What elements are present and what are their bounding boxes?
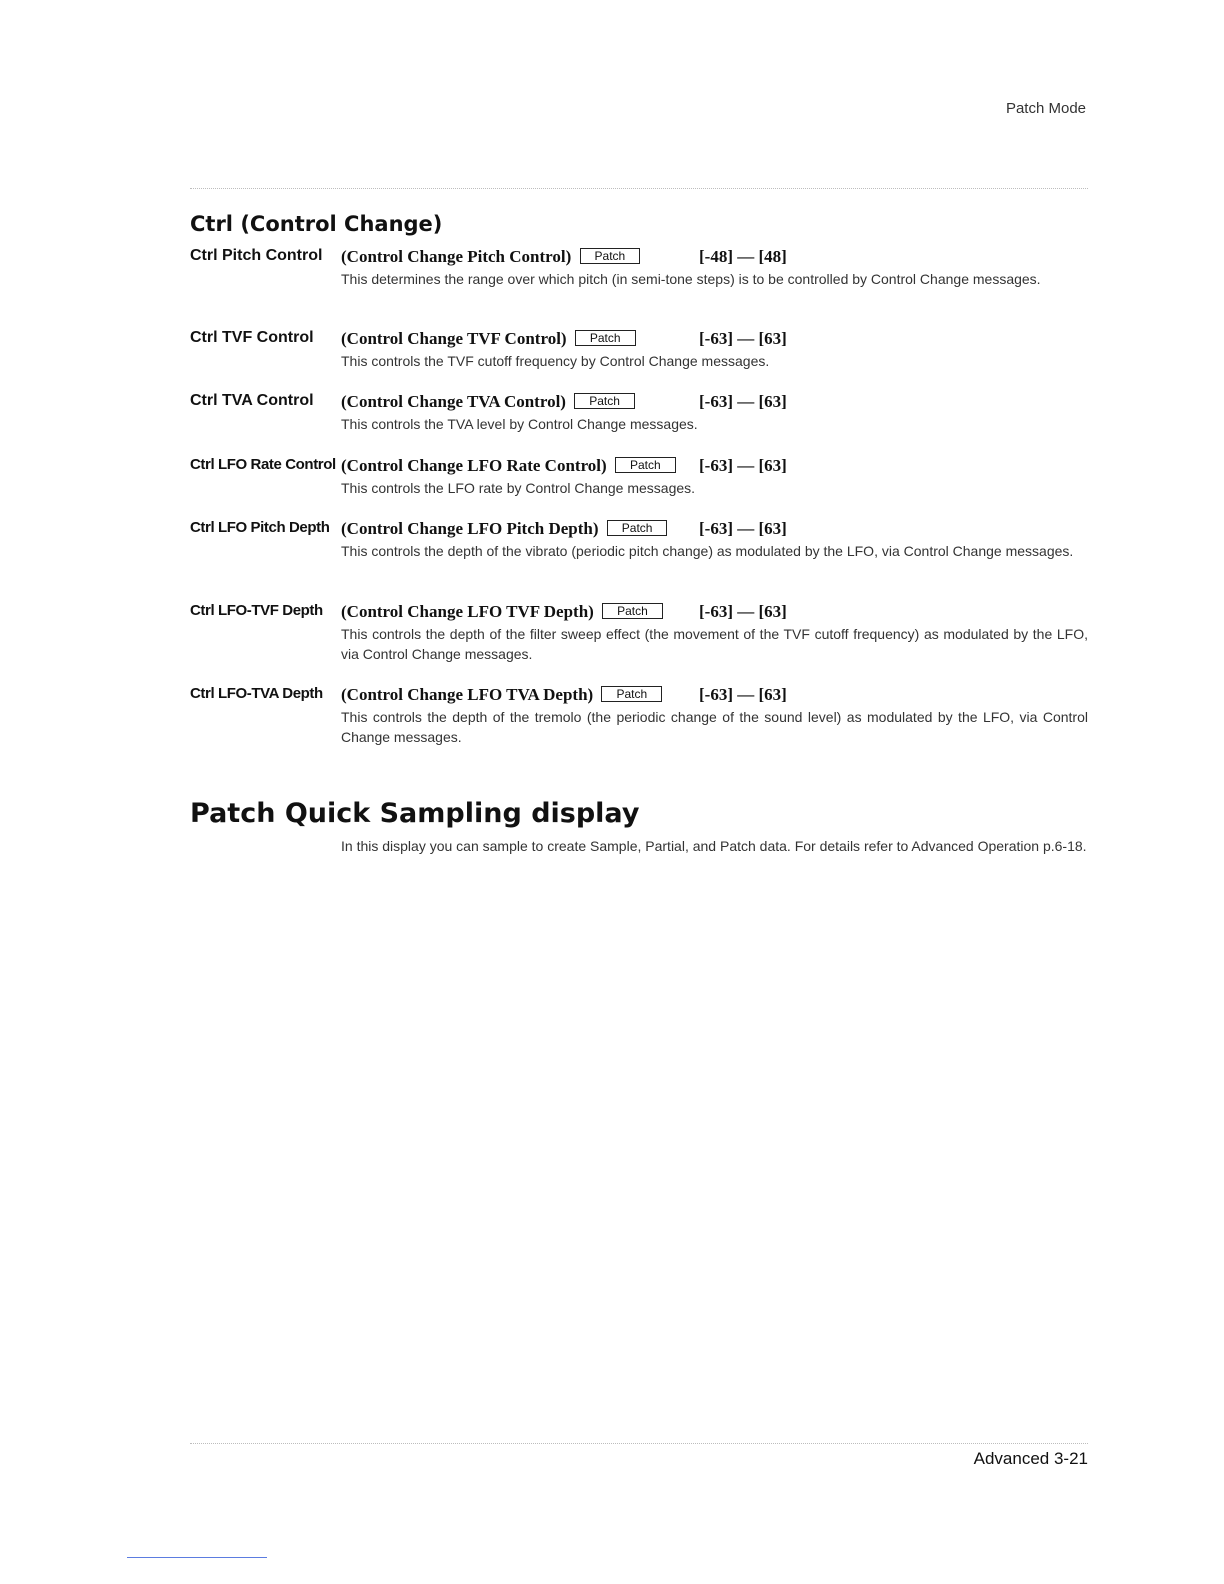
parameter-heading [341,602,663,622]
parameter-heading-text: (Control Change Pitch Control) [341,247,572,266]
running-head: Patch Mode [1005,100,1086,117]
patch-badge: Patch [602,603,663,619]
patch-badge: Patch [574,393,635,409]
patch-badge: Patch [607,520,668,536]
section-title: Ctrl (Control Change) [190,212,443,236]
header-rule [190,188,1088,189]
parameter-label: Ctrl Pitch Control [190,247,323,264]
parameter-description: This controls the TVA level by Control Change messages. [341,416,698,432]
parameter-description: This controls the TVF cutoff frequency by Control Change messages. [341,353,770,369]
parameter-heading [341,247,640,267]
quick-sampling-title: Patch Quick Sampling display [190,798,640,829]
parameter-label: Ctrl TVF Control [190,329,314,346]
page-number: Advanced 3-21 [973,1449,1088,1468]
parameter-range: [-63] — [63] [699,329,787,348]
patch-badge: Patch [580,248,641,264]
quick-sampling-description: In this display you can sample to create Sample, Partial, and Patch data. For details refer to Advanced Operation p.6-18. [341,838,1087,854]
parameter-heading-text: (Control Change LFO Rate Control) [341,456,607,475]
patch-badge: Patch [575,330,636,346]
parameter-label: Ctrl LFO Rate Control [190,456,336,473]
parameter-description: This determines the range over which pitch (in semi-tone steps) is to be controlled by Control Change messages. [341,271,1041,287]
footer-rule [190,1443,1088,1444]
parameter-description: This controls the LFO rate by Control Change messages. [341,480,696,496]
patch-badge: Patch [601,686,662,702]
parameter-heading [341,392,635,412]
parameter-label: Ctrl LFO Pitch Depth [190,519,330,536]
parameter-heading-text: (Control Change TVA Control) [341,392,566,411]
parameter-heading [341,685,662,705]
parameter-heading [341,519,667,539]
parameter-range: [-63] — [63] [699,685,787,704]
parameter-heading-text: (Control Change LFO Pitch Depth) [341,519,599,538]
parameter-label: Ctrl LFO-TVF Depth [190,602,323,619]
corner-mark [127,1557,267,1558]
parameter-range: [-48] — [48] [699,247,787,266]
parameter-range: [-63] — [63] [699,392,787,411]
parameter-description: This controls the depth of the vibrato (periodic pitch change) as modulated by the LFO, via Control Change messages. [341,543,1074,559]
parameter-description: This controls the depth of the filter sweep effect (the movement of the TVF cutoff frequency) as modulated by the LFO, via Control Change messages. [341,626,1088,662]
parameter-range: [-63] — [63] [699,456,787,475]
parameter-heading-text: (Control Change TVF Control) [341,329,567,348]
parameter-label: Ctrl TVA Control [190,392,314,409]
parameter-description: This controls the depth of the tremolo (the periodic change of the sound level) as modulated by the LFO, via Control Change messages. [341,709,1088,745]
parameter-heading-text: (Control Change LFO TVF Depth) [341,602,594,621]
parameter-range: [-63] — [63] [699,519,787,538]
parameter-label: Ctrl LFO-TVA Depth [190,685,323,702]
parameter-range: [-63] — [63] [699,602,787,621]
parameter-heading [341,329,636,349]
parameter-heading-text: (Control Change LFO TVA Depth) [341,685,594,704]
patch-badge: Patch [615,457,676,473]
parameter-heading [341,456,676,476]
